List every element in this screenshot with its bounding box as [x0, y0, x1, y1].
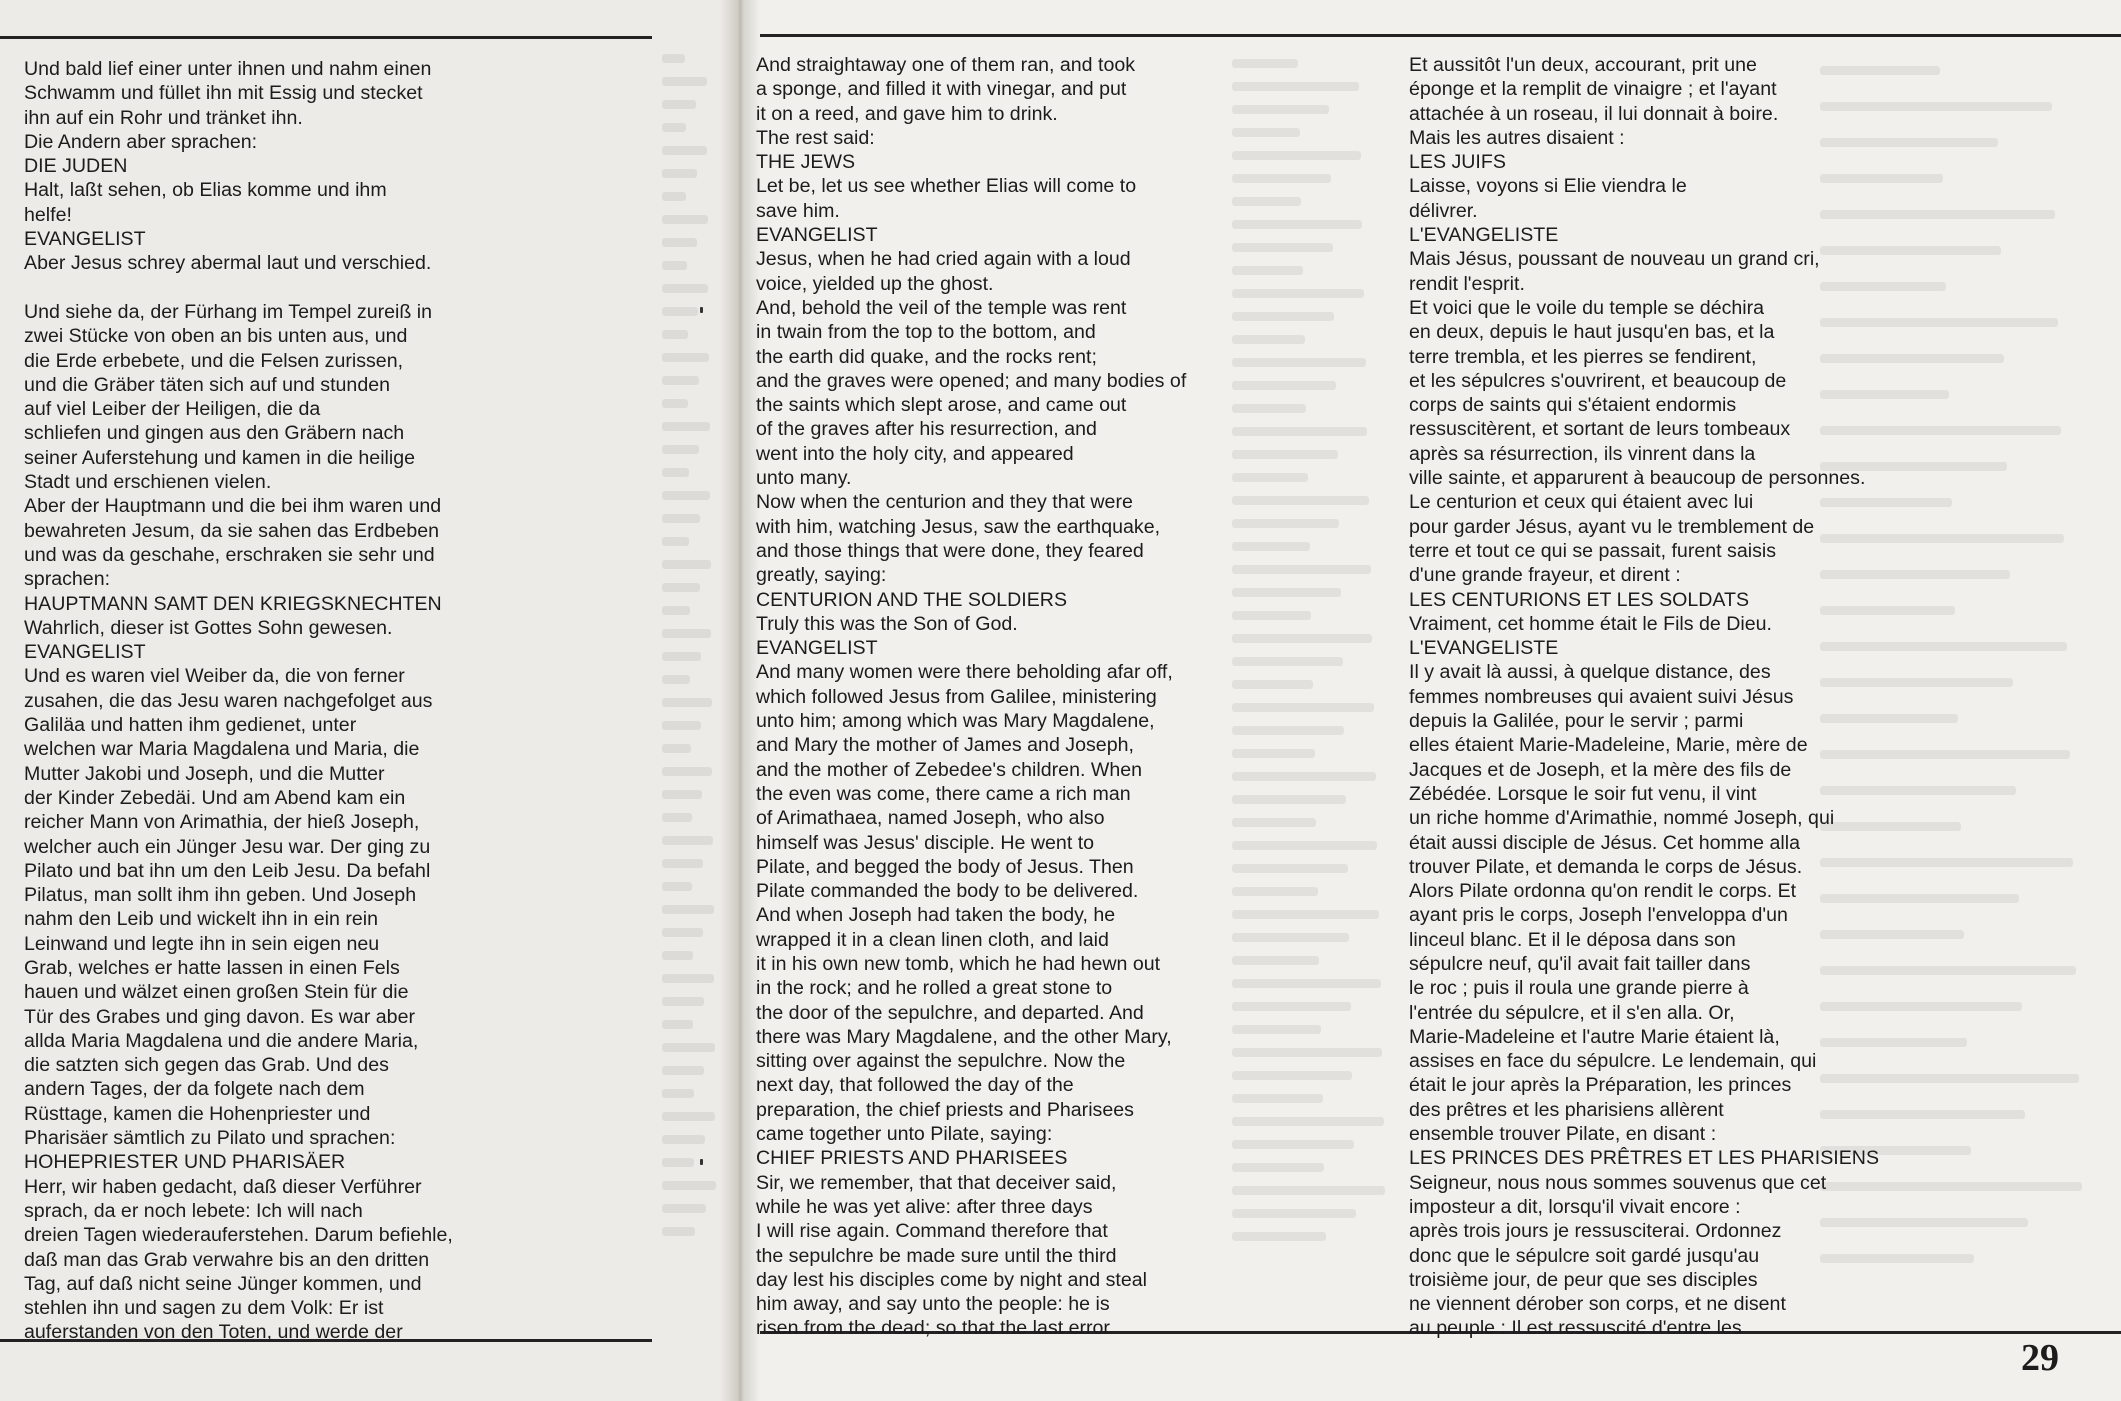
french-text-line: assises en face du sépulcre. Le lendemain, qui — [1409, 1050, 1817, 1073]
english-text-line: Jesus, when he had cried again with a loud — [756, 248, 1131, 271]
french-text-line: un riche homme d'Arimathie, nommé Joseph, qui — [1409, 807, 1835, 830]
english-text-line: there was Mary Magdalene, and the other Mary, — [756, 1025, 1172, 1048]
english-text-line: Truly this was the Son of God. — [756, 612, 1018, 635]
english-text-line: greatly, saying: — [756, 564, 887, 587]
german-text-line: Rüsttage, kamen die Hohenpriester und — [24, 1102, 371, 1125]
french-text-line: imposteur a dit, lorsqu'il vivait encore : — [1409, 1195, 1741, 1218]
english-text-line: the sepulchre be made sure until the third — [756, 1244, 1117, 1267]
english-text-line: of Arimathaea, named Joseph, who also — [756, 807, 1105, 830]
french-text-line: corps de saints qui s'étaient endormis — [1409, 394, 1737, 417]
english-text-line: voice, yielded up the ghost. — [756, 272, 994, 295]
german-text-line: Aber Jesus schrey abermal laut und verschied. — [24, 252, 432, 275]
german-text-line: HAUPTMANN SAMT DEN KRIEGSKNECHTEN — [24, 592, 442, 615]
german-text-line: allda Maria Magdalena und die andere Maria, — [24, 1029, 419, 1052]
german-text-line: Pharisäer sämtlich zu Pilato und sprachen: — [24, 1127, 396, 1150]
french-text-line: LES CENTURIONS ET LES SOLDATS — [1409, 588, 1750, 611]
page-number: 29 — [2021, 1337, 2059, 1379]
french-text-line: Mais Jésus, poussant de nouveau un grand cri, — [1409, 248, 1820, 271]
french-text-line: terre et tout ce qui se passait, furent saisis — [1409, 539, 1777, 562]
german-text-line: auferstanden von den Toten, und werde der — [24, 1321, 403, 1344]
german-text-line: andern Tages, der da folgete nach dem — [24, 1078, 365, 1101]
english-text-line: while he was yet alive: after three days — [756, 1195, 1093, 1218]
german-text-line: EVANGELIST — [24, 641, 146, 664]
german-text-line: Mutter Jakobi und Joseph, und die Mutter — [24, 762, 385, 785]
german-text-line: und die Gräber täten sich auf und stunden — [24, 373, 391, 396]
top-rule-right — [760, 34, 2121, 37]
show-through-middle — [1232, 52, 1397, 1248]
book-gutter — [720, 0, 760, 1401]
german-text-line: Schwamm und füllet ihn mit Essig und stecket — [24, 82, 423, 105]
french-text-line: après trois jours je ressusciterai. Ordonnez — [1409, 1220, 1782, 1243]
german-text-line: Tür des Grabes und ging davon. Es war aber — [24, 1005, 416, 1028]
french-text-line: était le jour après la Préparation, les princes — [1409, 1074, 1792, 1097]
german-text-line: Galiläa und hatten ihm gedienet, unter — [24, 714, 357, 737]
english-text-line: next day, that followed the day of the — [756, 1074, 1074, 1097]
german-text-line: bewahreten Jesum, da sie sahen das Erdbeben — [24, 519, 440, 542]
german-text-line: Aber der Hauptmann und die bei ihm waren und — [24, 495, 442, 518]
german-text-line: Grab, welches er hatte lassen in einen Fels — [24, 956, 400, 979]
french-text-line: après sa résurrection, ils vinrent dans la — [1409, 442, 1756, 465]
german-text-line: Die Andern aber sprachen: — [24, 130, 258, 153]
german-text-line — [24, 276, 453, 300]
german-text-column — [24, 57, 453, 1345]
english-text-line: EVANGELIST — [756, 224, 878, 247]
english-text-line: CHIEF PRIESTS AND PHARISEES — [756, 1147, 1068, 1170]
english-text-line: unto many. — [756, 467, 852, 490]
french-text-line: au peuple : Il est ressuscité d'entre les — [1409, 1317, 1742, 1340]
german-text-line: nahm den Leib und wickelt ihn in ein rein — [24, 908, 378, 931]
german-text-line: Stadt und erschienen vielen. — [24, 471, 272, 494]
english-text-line: a sponge, and filled it with vinegar, and put — [756, 78, 1127, 101]
english-text-column — [756, 53, 1186, 1341]
french-text-line: Jacques et de Joseph, et la mère des fils de — [1409, 758, 1792, 781]
english-text-line: and Mary the mother of James and Joseph, — [756, 734, 1134, 757]
french-text-line: Il y avait là aussi, à quelque distance, des — [1409, 661, 1771, 684]
french-text-line: L'EVANGELISTE — [1409, 224, 1559, 247]
french-text-line: ne viennent dérober son corps, et ne disent — [1409, 1293, 1786, 1316]
english-text-line: CENTURION AND THE SOLDIERS — [756, 588, 1068, 611]
german-text-line: welcher auch ein Jünger Jesu war. Der ging zu — [24, 835, 431, 858]
german-text-line: Pilatus, man sollt ihm ihn geben. Und Joseph — [24, 884, 417, 907]
french-text-line: ville sainte, et apparurent à beaucoup de personnes. — [1409, 467, 1866, 490]
german-text-line: dreien Tagen wiederauferstehen. Darum befiehle, — [24, 1224, 453, 1247]
english-text-line: and the mother of Zebedee's children. When — [756, 758, 1143, 781]
english-text-line: And, behold the veil of the temple was rent — [756, 296, 1127, 319]
french-text-line: pour garder Jésus, ayant vu le tremblement de — [1409, 515, 1815, 538]
french-text-line: était aussi disciple de Jésus. Cet homme alla — [1409, 831, 1800, 854]
french-text-line: troisième jour, de peur que ses disciples — [1409, 1268, 1758, 1291]
english-text-line: sitting over against the sepulchre. Now the — [756, 1050, 1126, 1073]
english-text-line: the earth did quake, and the rocks rent; — [756, 345, 1097, 368]
english-text-line: save him. — [756, 199, 840, 222]
german-text-line: und was da geschahe, erschraken sie sehr und — [24, 543, 435, 566]
french-text-line: linceul blanc. Et il le déposa dans son — [1409, 928, 1736, 951]
french-text-line: ayant pris le corps, Joseph l'enveloppa d'un — [1409, 904, 1788, 927]
english-text-line: And straightaway one of them ran, and took — [756, 54, 1136, 76]
french-text-line: Mais les autres disaient : — [1409, 126, 1625, 149]
french-text-line: délivrer. — [1409, 199, 1478, 222]
french-text-line: et les sépulcres s'ouvrirent, et beaucoup de — [1409, 369, 1787, 392]
german-text-line: Herr, wir haben gedacht, daß dieser Verführer — [24, 1175, 422, 1198]
french-text-line: d'une grande frayeur, et dirent : — [1409, 564, 1681, 587]
french-text-line: L'EVANGELISTE — [1409, 637, 1559, 660]
french-text-line: Seigneur, nous nous sommes souvenus que cet — [1409, 1171, 1827, 1194]
german-text-line: Und siehe da, der Fürhang im Tempel zureiß in — [24, 300, 433, 323]
english-text-line: himself was Jesus' disciple. He went to — [756, 831, 1095, 854]
english-text-line: and those things that were done, they feared — [756, 539, 1144, 562]
french-text-line: attachée à un roseau, il lui donnait à boire. — [1409, 102, 1779, 125]
german-text-line: sprach, da er noch lebete: Ich will nach — [24, 1199, 363, 1222]
french-text-line: donc que le sépulcre soit gardé jusqu'au — [1409, 1244, 1760, 1267]
german-text-line: Leinwand und legte ihn in sein eigen neu — [24, 932, 380, 955]
margin-mark — [700, 1159, 703, 1165]
english-text-line: risen from the dead; so that the last error — [756, 1317, 1110, 1340]
english-text-line: with him, watching Jesus, saw the earthquake, — [756, 515, 1161, 538]
english-text-line: And when Joseph had taken the body, he — [756, 904, 1116, 927]
english-text-line: THE JEWS — [756, 151, 856, 174]
english-text-line: the saints which slept arose, and came out — [756, 394, 1127, 417]
english-text-line: Sir, we remember, that that deceiver said, — [756, 1171, 1117, 1194]
german-text-line: seiner Auferstehung und kamen in die heilige — [24, 446, 416, 469]
show-through-left — [662, 47, 720, 1243]
english-text-line: wrapped it in a clean linen cloth, and laid — [756, 928, 1109, 951]
french-text-line: l'entrée du sépulcre, et il s'en alla. Or, — [1409, 1001, 1735, 1024]
french-text-line: Vraiment, cet homme était le Fils de Dieu. — [1409, 612, 1772, 635]
german-text-line: Tag, auf daß nicht seine Jünger kommen, und — [24, 1272, 422, 1295]
german-text-line: sprachen: — [24, 568, 111, 591]
german-text-line: ihn auf ein Rohr und tränket ihn. — [24, 106, 303, 129]
german-text-line: zusahen, die das Jesu waren nachgefolget aus — [24, 689, 433, 712]
english-text-line: And many women were there beholding afar off, — [756, 661, 1173, 684]
english-text-line: the door of the sepulchre, and departed. And — [756, 1001, 1144, 1024]
german-text-line: auf viel Leiber der Heiligen, die da — [24, 398, 321, 421]
english-text-line: Pilate commanded the body to be delivered. — [756, 880, 1139, 903]
french-text-line: en deux, depuis le haut jusqu'en bas, et la — [1409, 321, 1775, 344]
french-text-line: ensemble trouver Pilate, en disant : — [1409, 1123, 1717, 1146]
german-text-line: helfe! — [24, 203, 72, 226]
english-text-line: in the rock; and he rolled a great stone to — [756, 977, 1113, 1000]
french-text-line: Laisse, voyons si Elie viendra le — [1409, 175, 1687, 198]
french-text-line: Marie-Madeleine et l'autre Marie étaient là, — [1409, 1025, 1780, 1048]
german-text-line: HOHEPRIESTER UND PHARISÄER — [24, 1151, 346, 1174]
english-text-line: unto him; among which was Mary Magdalene, — [756, 710, 1155, 733]
german-text-line: die satzten sich gegen das Grab. Und des — [24, 1054, 389, 1077]
french-text-line: Le centurion et ceux qui étaient avec lui — [1409, 491, 1754, 514]
english-text-line: Pilate, and begged the body of Jesus. Then — [756, 855, 1134, 878]
french-text-line: rendit l'esprit. — [1409, 272, 1525, 295]
english-text-line: I will rise again. Command therefore that — [756, 1220, 1108, 1243]
german-text-line: reicher Mann von Arimathia, der hieß Joseph, — [24, 811, 420, 834]
german-text-line: DIE JUDEN — [24, 155, 128, 178]
french-text-line: Zébédée. Lorsque le soir fut venu, il vint — [1409, 782, 1757, 805]
german-text-line: stehlen ihn und sagen zu dem Volk: Er ist — [24, 1297, 384, 1320]
french-text-line: sépulcre neuf, qu'il avait fait tailler dans — [1409, 952, 1751, 975]
english-text-line: in twain from the top to the bottom, and — [756, 321, 1096, 344]
french-text-line: terre trembla, et les pierres se fendirent, — [1409, 345, 1757, 368]
french-text-column — [1409, 53, 1879, 1341]
german-text-line: Halt, laßt sehen, ob Elias komme und ihm — [24, 179, 387, 202]
english-text-line: of the graves after his resurrection, and — [756, 418, 1097, 441]
german-text-line: Wahrlich, dieser ist Gottes Sohn gewesen. — [24, 616, 393, 639]
german-text-line: EVANGELIST — [24, 228, 146, 251]
french-text-line: Et voici que le voile du temple se déchira — [1409, 296, 1765, 319]
french-text-line: LES PRINCES DES PRÊTRES ET LES PHARISIENS — [1409, 1147, 1880, 1170]
english-text-line: which followed Jesus from Galilee, ministering — [756, 685, 1157, 708]
german-text-line: Und bald lief einer unter ihnen und nahm einen — [24, 58, 432, 80]
english-text-line: and the graves were opened; and many bodies of — [756, 369, 1187, 392]
english-text-line: The rest said: — [756, 126, 875, 149]
german-text-line: zwei Stücke von oben an bis unten aus, und — [24, 325, 408, 348]
german-text-line: der Kinder Zebedäi. Und am Abend kam ein — [24, 786, 406, 809]
german-text-line: daß man das Grab verwahre bis an den dritten — [24, 1248, 430, 1271]
french-text-line: LES JUIFS — [1409, 151, 1506, 174]
french-text-line: trouver Pilate, et demanda le corps de Jésus. — [1409, 855, 1803, 878]
french-text-line: femmes nombreuses qui avaient suivi Jésus — [1409, 685, 1794, 708]
english-text-line: day lest his disciples come by night and steal — [756, 1268, 1147, 1291]
english-text-line: the even was come, there came a rich man — [756, 782, 1131, 805]
english-text-line: preparation, the chief priests and Pharisees — [756, 1098, 1134, 1121]
french-text-line: ressuscitèrent, et sortant de leurs tombeaux — [1409, 418, 1791, 441]
english-text-line: EVANGELIST — [756, 637, 878, 660]
french-text-line: Et aussitôt l'un deux, accourant, prit une — [1409, 54, 1757, 76]
german-text-line: die Erde erbebete, und die Felsen zurissen, — [24, 349, 404, 372]
english-text-line: Now when the centurion and they that were — [756, 491, 1133, 514]
top-rule-left — [0, 36, 652, 39]
german-text-line: Und es waren viel Weiber da, die von ferner — [24, 665, 405, 688]
french-text-line: le roc ; puis il roula une grande pierre à — [1409, 977, 1749, 1000]
french-text-line: elles étaient Marie-Madeleine, Marie, mère de — [1409, 734, 1808, 757]
english-text-line: Let be, let us see whether Elias will come to — [756, 175, 1137, 198]
french-text-line: des prêtres et les pharisiens allèrent — [1409, 1098, 1724, 1121]
english-text-line: him away, and say unto the people: he is — [756, 1293, 1110, 1316]
english-text-line: came together unto Pilate, saying: — [756, 1123, 1053, 1146]
french-text-line: depuis la Galilée, pour le servir ; parmi — [1409, 710, 1744, 733]
english-text-line: it on a reed, and gave him to drink. — [756, 102, 1058, 125]
german-text-line: hauen und wälzet einen großen Stein für die — [24, 981, 409, 1004]
margin-mark — [700, 307, 703, 313]
english-text-line: it in his own new tomb, which he had hewn out — [756, 952, 1161, 975]
english-text-line: went into the holy city, and appeared — [756, 442, 1074, 465]
german-text-line: Pilato und bat ihn um den Leib Jesu. Da befahl — [24, 859, 431, 882]
french-text-line: Alors Pilate ordonna qu'on rendit le corps. Et — [1409, 880, 1797, 903]
german-text-line: welchen war Maria Magdalena und Maria, die — [24, 738, 420, 761]
french-text-line: éponge et la remplit de vinaigre ; et l'ayant — [1409, 78, 1777, 101]
german-text-line: schliefen und gingen aus den Gräbern nach — [24, 422, 405, 445]
